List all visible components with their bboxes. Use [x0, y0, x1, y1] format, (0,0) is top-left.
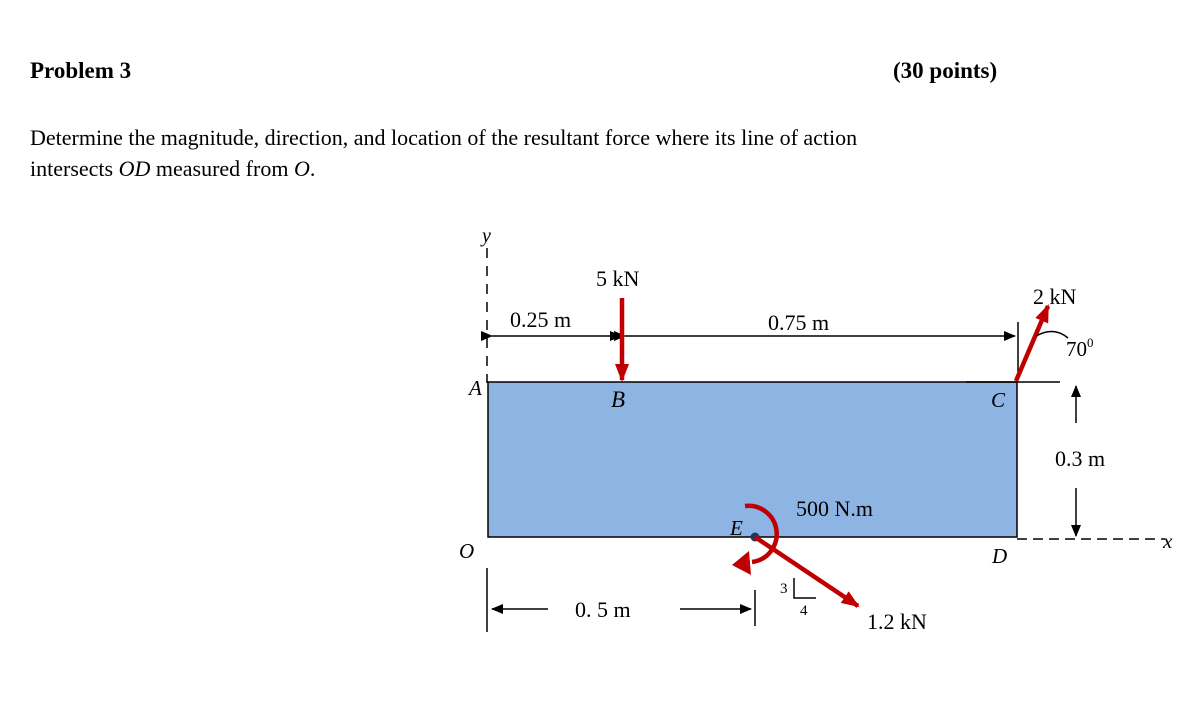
dim-075-label: 0.75 m: [768, 310, 830, 335]
x-axis-label: x: [1163, 529, 1173, 553]
point-d-label: D: [992, 544, 1008, 568]
y-axis-label: y: [482, 225, 491, 247]
force-12kn-arrow: [755, 537, 858, 606]
point-o-label: O: [459, 539, 475, 563]
angle-arc: [1036, 331, 1068, 338]
slope-4-label: 4: [800, 603, 808, 619]
force-5kn-label: 5 kN: [596, 266, 640, 291]
statement-line-1: Determine the magnitude, direction, and location of the resultant force where its line of action: [30, 125, 858, 150]
force-2kn-arrow: [1016, 306, 1048, 381]
problem-title: Problem 3: [30, 58, 132, 83]
problem-points: (30 points): [893, 58, 998, 83]
dim-03-label: 0.3 m: [1055, 446, 1106, 471]
point-c-label: C: [991, 388, 1006, 412]
point-b-label: B: [611, 387, 626, 412]
point-e-label: E: [730, 516, 743, 540]
moment-label: 500 N.m: [796, 496, 873, 521]
point-a-label: A: [469, 376, 482, 400]
moment-arrowhead: [732, 551, 751, 575]
origin-label: O: [293, 156, 310, 181]
force-12kn-label: 1.2 kN: [867, 609, 927, 634]
statement-line-2: intersects OD measured from O.: [30, 156, 316, 181]
angle-label: $70^0$: [1066, 335, 1094, 361]
slope-3-label: 3: [780, 581, 788, 597]
dim-025-label: 0.25 m: [510, 307, 572, 332]
segment-od-label: OD: [118, 156, 151, 181]
force-2kn-label: 2 kN: [1033, 284, 1077, 309]
plate: [488, 382, 1017, 537]
slope-triangle: [794, 578, 816, 598]
dim-05-label: 0. 5 m: [575, 597, 631, 622]
